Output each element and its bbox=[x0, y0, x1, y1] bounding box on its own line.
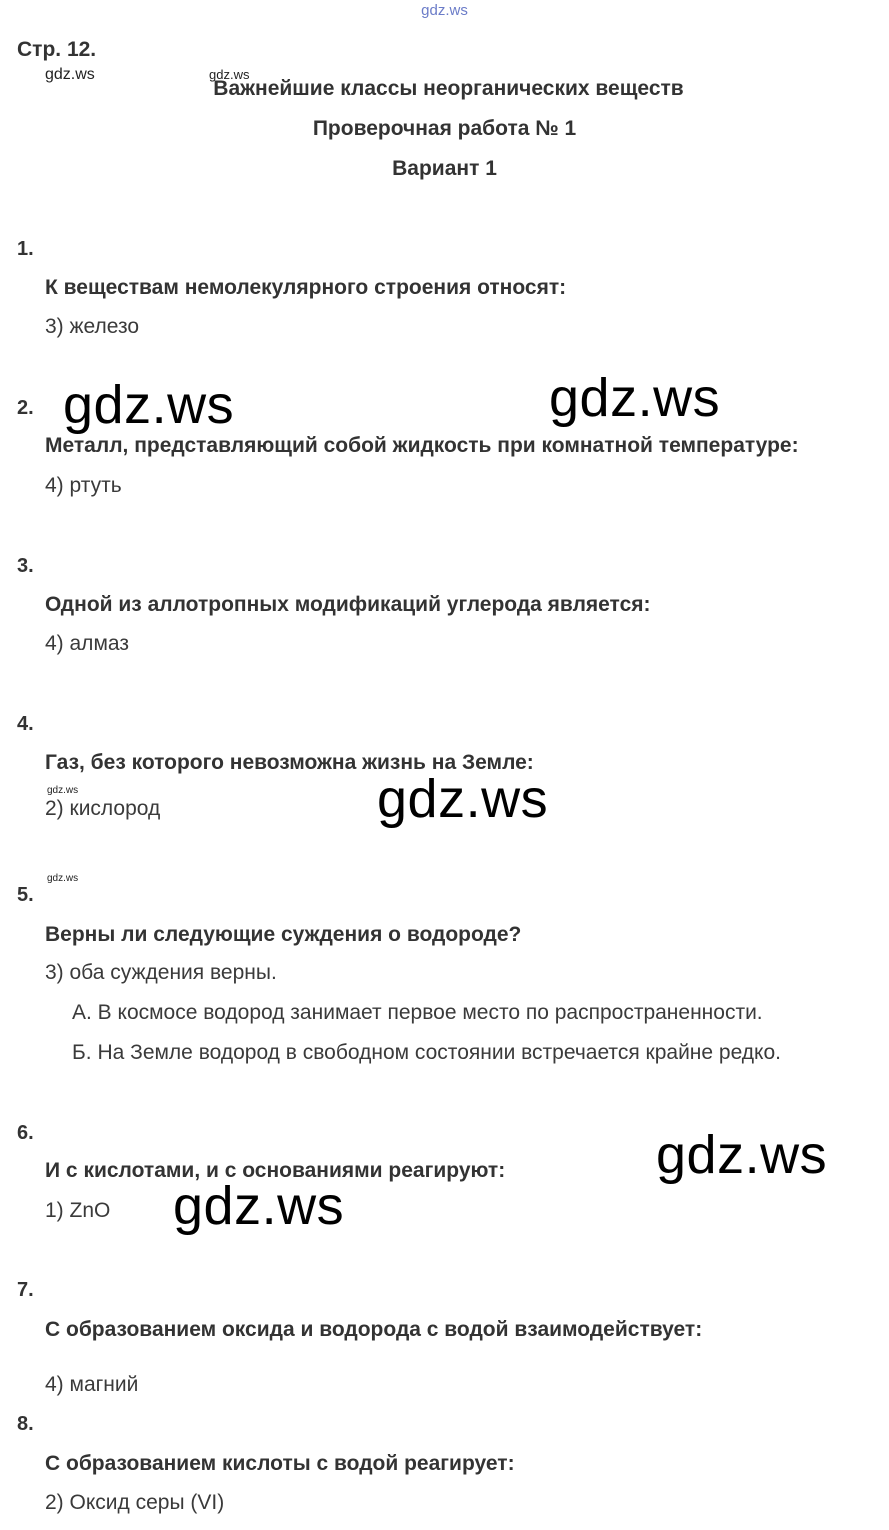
title-watermark: gdz.ws bbox=[209, 67, 250, 82]
question-number: 2. bbox=[17, 397, 34, 419]
answer-text: 4) магний bbox=[45, 1373, 139, 1396]
question-number: 3. bbox=[17, 555, 34, 577]
top-watermark: gdz.ws bbox=[421, 2, 468, 19]
watermark-large: gdz.ws bbox=[656, 1125, 828, 1185]
answer-text: 1) ZnO bbox=[45, 1199, 111, 1222]
variant-label: Вариант 1 bbox=[392, 157, 497, 180]
answer-text: 4) ртуть bbox=[45, 474, 122, 497]
question-number: 4. bbox=[17, 713, 34, 735]
question-text: К веществам немолекулярного строения относят: bbox=[45, 276, 567, 299]
question-text: Верны ли следующие суждения о водороде? bbox=[45, 923, 522, 946]
question-number: 7. bbox=[17, 1279, 34, 1301]
answer-text: 3) железо bbox=[45, 315, 140, 338]
question-number: 5. bbox=[17, 884, 34, 906]
watermark-large: gdz.ws bbox=[63, 375, 235, 435]
question-number: 1. bbox=[17, 238, 34, 260]
question-text: Газ, без которого невозможна жизнь на Земле: bbox=[45, 751, 534, 774]
page-watermark: gdz.ws bbox=[45, 66, 95, 83]
statement-b: Б. На Земле водород в свободном состоянии встречается крайне редко. bbox=[72, 1041, 781, 1064]
question-text: Одной из аллотропных модификаций углерода является: bbox=[45, 593, 651, 616]
answer-text: 3) оба суждения верны. bbox=[45, 961, 277, 984]
watermark-large: gdz.ws bbox=[377, 769, 549, 829]
question-text: И с кислотами, и с основаниями реагируют: bbox=[45, 1159, 506, 1182]
question-text: С образованием кислоты с водой реагирует: bbox=[45, 1452, 515, 1475]
page-label: Стр. 12. bbox=[17, 38, 97, 61]
answer-text: 2) кислород bbox=[45, 797, 161, 820]
watermark-large: gdz.ws bbox=[173, 1176, 345, 1236]
question-text: С образованием оксида и водорода с водой взаимодействует: bbox=[45, 1318, 703, 1341]
statement-a: А. В космосе водород занимает первое место по распространенности. bbox=[72, 1001, 763, 1024]
answer-text: 2) Оксид серы (VI) bbox=[45, 1491, 225, 1514]
small-watermark: gdz.ws bbox=[47, 785, 79, 796]
question-text: Металл, представляющий собой жидкость при комнатной температуре: bbox=[45, 434, 799, 457]
page-title: Важнейшие классы неорганических веществ bbox=[213, 77, 684, 100]
question-number: 6. bbox=[17, 1122, 34, 1144]
watermark-large: gdz.ws bbox=[549, 368, 721, 428]
work-subtitle: Проверочная работа № 1 bbox=[312, 117, 577, 140]
small-watermark: gdz.ws bbox=[47, 873, 79, 884]
question-number: 8. bbox=[17, 1413, 34, 1435]
answer-text: 4) алмаз bbox=[45, 632, 129, 655]
